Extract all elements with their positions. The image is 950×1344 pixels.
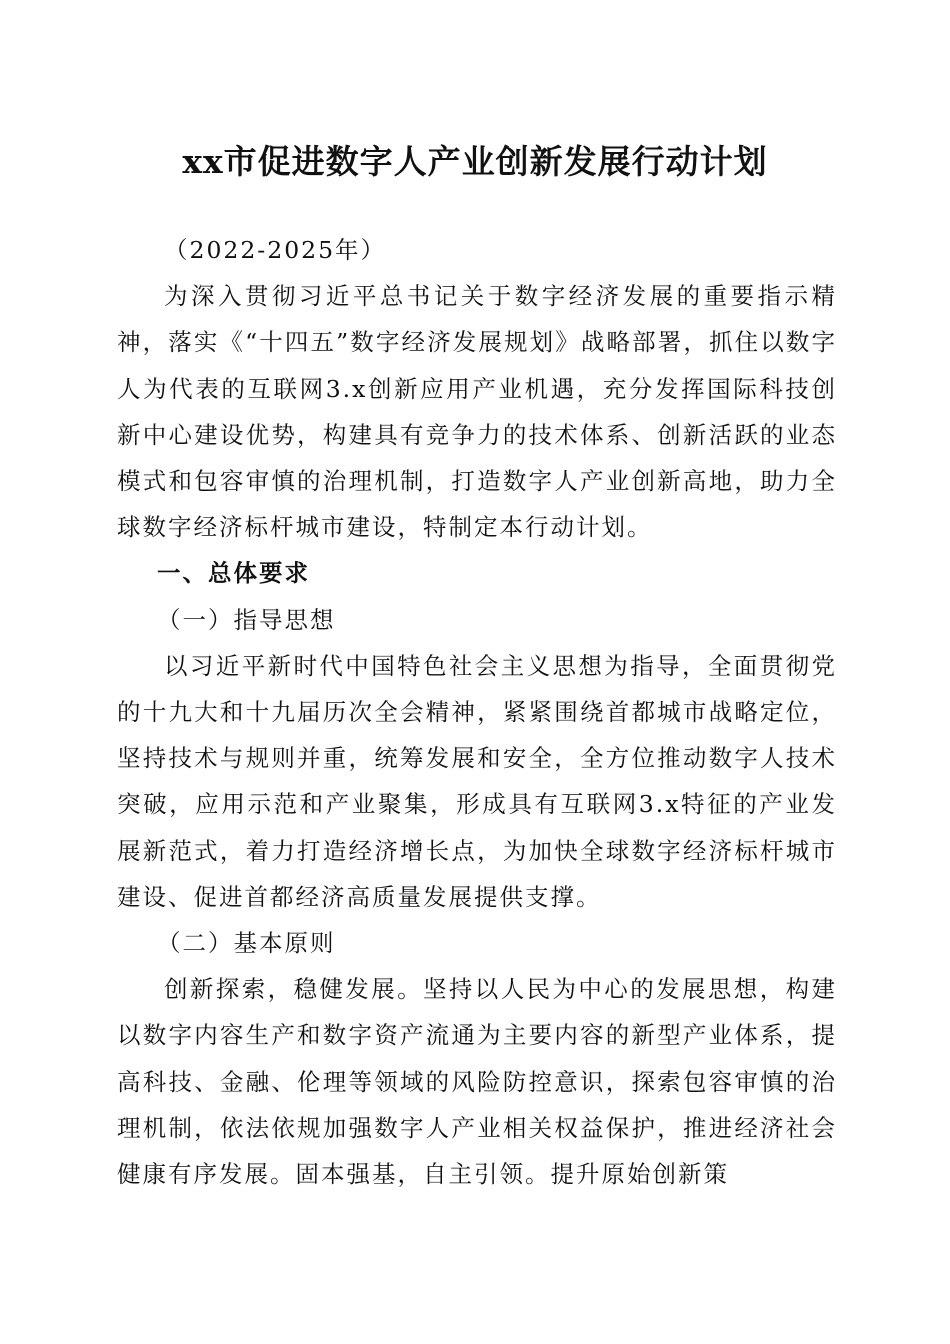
basic-principles-paragraph: 创新探索，稳健发展。坚持以人民为中心的发展思想，构建以数字内容生产和数字资产流通为主要内容的新型产业体系，提高科技、金融、伦理等领域的风险防控意识，探索包容审慎的治理机制，依法依规加强数字人产业相关权益保护，推进经济社会健康有序发展。固本强基，自主引领。提升原始创新策 (117, 975, 837, 1189)
section-heading-overall-requirements: 一、总体要求 (157, 559, 310, 588)
guiding-ideology-paragraph: 以习近平新时代中国特色社会主义思想为指导，全面贯彻党的十九大和十九届历次全会精神，紧紧围绕首都城市战略定位，坚持技术与规则并重，统筹发展和安全，全方位推动数字人技术突破，应用示范和产业聚集，形成具有互联网3.x特征的产业发展新范式，着力打造经济增长点，为加快全球数字经济标杆城市建设、促进首都经济高质量发展提供支撑。 (117, 651, 837, 911)
subsection-heading-guiding-ideology: （一）指导思想 (157, 605, 336, 634)
document-body (117, 227, 837, 1197)
document-title: xx市促进数字人产业创新发展行动计划 (182, 142, 768, 181)
intro-paragraph: 为深入贯彻习近平总书记关于数字经济发展的重要指示精神，落实《“十四五”数字经济发展规划》战略部署，抓住以数字人为代表的互联网3.x创新应用产业机遇，充分发挥国际科技创新中心建设优势，构建具有竞争力的技术体系、创新活跃的业态模式和包容审慎的治理机制，打造数字人产业创新高地，助力全球数字经济标杆城市建设，特制定本行动计划。 (117, 282, 837, 542)
subsection-heading-basic-principles: （二）基本原则 (157, 929, 336, 958)
document-subtitle: （2022-2025年） (164, 236, 387, 264)
